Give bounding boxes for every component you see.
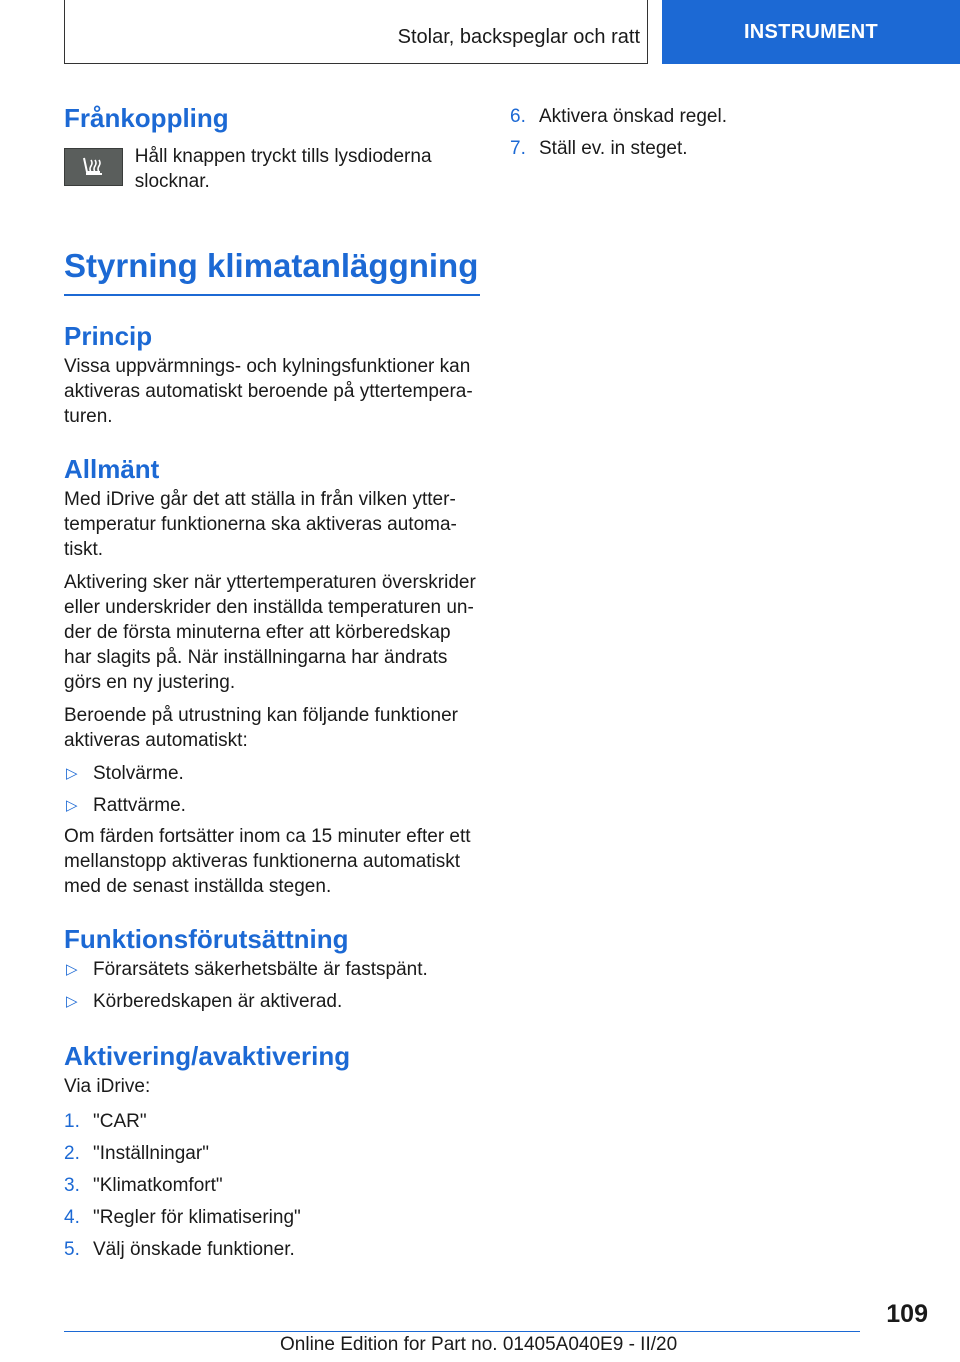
step-number: 2. <box>64 1143 80 1164</box>
allmant-p2: Aktivering sker när yttertemperaturen överskrider eller underskrider den inställda temperaturen under de första minuterna efter att körberedskap har slagits på. När inställningarna har ändrats görs en ny justering. <box>64 572 476 693</box>
step-text: Ställ ev. in steget. <box>539 138 688 159</box>
list-item <box>64 1109 480 1134</box>
list-item <box>64 1205 480 1230</box>
bullet-text: Körberedskapen är aktiverad. <box>93 991 343 1012</box>
list-item <box>64 793 480 818</box>
step-text: Aktivera önskad regel. <box>539 106 727 127</box>
aktivering-intro: Via iDrive: <box>64 1076 151 1097</box>
list-item <box>64 957 480 982</box>
allmant-p3: Beroende på utrustning kan följande funktioner aktiveras automatiskt: <box>64 705 458 751</box>
chapter-title: Styrning klimatanläggning <box>64 244 480 296</box>
list-item <box>64 1173 480 1198</box>
step-number: 3. <box>64 1175 80 1196</box>
right-column <box>510 100 910 161</box>
step-number: 4. <box>64 1207 80 1228</box>
frankoppling-row <box>64 144 480 194</box>
seat-heating-icon <box>64 148 123 186</box>
triangle-bullet-icon: ▷ <box>66 797 78 814</box>
list-item <box>64 1141 480 1166</box>
princip-heading: Princip <box>64 321 153 351</box>
triangle-bullet-icon: ▷ <box>66 765 78 782</box>
left-column <box>64 100 480 1262</box>
aktivering-steps <box>64 1109 480 1262</box>
section-title: Stolar, backspeglar och ratt <box>397 26 640 48</box>
step-text: "Klimatkomfort" <box>93 1175 223 1196</box>
footer-divider <box>64 1331 860 1332</box>
page-number: 109 <box>886 1300 928 1328</box>
allmant-p1: Med iDrive går det att ställa in från vilken yttertemperatur funktionerna ska aktiveras automatiskt. <box>64 489 457 560</box>
footer-edition: Online Edition for Part no. 01405A040E9 - II/20 <box>280 1334 678 1355</box>
step-number: 1. <box>64 1111 80 1132</box>
bullet-text: Rattvärme. <box>93 795 186 816</box>
princip-text: Vissa uppvärmnings- och kylningsfunktioner kan aktiveras automatiskt beroende på yttertemperaturen. <box>64 356 473 427</box>
list-item <box>510 136 910 161</box>
frankoppling-heading: Frånkoppling <box>64 103 229 133</box>
triangle-bullet-icon: ▷ <box>66 993 78 1010</box>
step-number: 5. <box>64 1239 80 1260</box>
allmant-p4: Om färden fortsätter inom ca 15 minuter efter ett mellanstopp aktiveras funktionerna automatiskt med de senast inställda stegen. <box>64 826 471 897</box>
chapter-tab[interactable] <box>662 0 960 64</box>
list-item <box>64 989 480 1014</box>
forutsattning-bullets <box>64 957 480 1014</box>
list-item <box>64 1237 480 1262</box>
step-text: "CAR" <box>93 1111 147 1132</box>
frankoppling-text: Håll knappen tryckt tills lysdioderna slocknar. <box>134 146 432 192</box>
chapter-tab-label: INSTRUMENT <box>743 20 879 43</box>
list-item <box>64 761 480 786</box>
step-text: "Inställningar" <box>93 1143 209 1164</box>
aktivering-heading: Aktivering/avaktivering <box>64 1041 351 1071</box>
list-item <box>510 104 910 129</box>
step-number: 7. <box>510 138 526 159</box>
allmant-heading: Allmänt <box>64 454 160 484</box>
step-number: 6. <box>510 106 526 127</box>
seat-heating-glyph <box>78 154 108 180</box>
step-text: Välj önskade funktioner. <box>93 1239 295 1260</box>
continued-steps <box>510 104 910 161</box>
bullet-text: Förarsätets säkerhetsbälte är fastspänt. <box>93 959 428 980</box>
step-text: "Regler för klimatisering" <box>93 1207 301 1228</box>
allmant-bullets <box>64 761 480 818</box>
triangle-bullet-icon: ▷ <box>66 961 78 978</box>
bullet-text: Stolvärme. <box>93 763 184 784</box>
forutsattning-heading: Funktionsförutsättning <box>64 924 349 954</box>
